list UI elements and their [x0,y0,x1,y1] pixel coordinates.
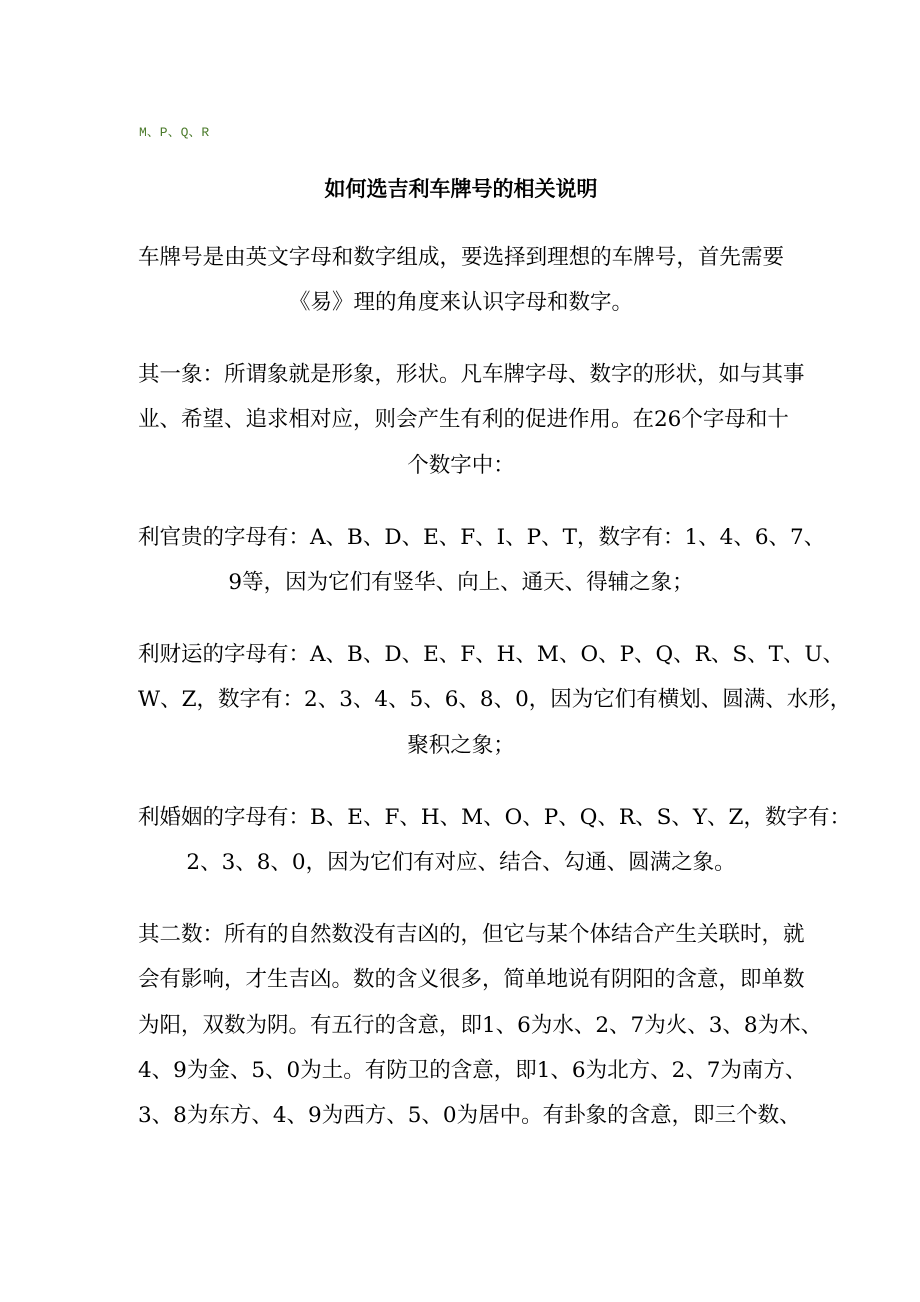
paragraph-6-line: 其二数：所有的自然数没有吉凶的，但它与某个体结合产生关联时，就 [138,922,805,947]
paragraph-3-line: 利官贵的字母有：A、B、D、E、F、I、P、T，数字有：1、4、6、7、 [138,525,826,550]
paragraph-4-line: 聚积之象； [407,733,515,758]
paragraph-4-line: 利财运的字母有：A、B、D、E、F、H、M、O、P、Q、R、S、T、U、 [138,642,845,667]
paragraph-2-line: 其一象：所谓象就是形象，形状。凡车牌字母、数字的形状，如与其事 [138,362,805,387]
paragraph-6-line: 4、9为金、5、0为土。有防卫的含意，即1、6为北方、2、7为南方、 [138,1058,807,1083]
document-title: 如何选吉利车牌号的相关说明 [324,177,598,201]
paragraph-5-line: 利婚姻的字母有：B、E、F、H、M、O、P、Q、R、S、Y、Z，数字有： [138,805,851,830]
paragraph-6-line: 会有影响，才生吉凶。数的含义很多，简单地说有阴阳的含意，即单数 [138,967,805,992]
paragraph-2-line: 个数字中： [407,453,515,478]
paragraph-5-line: 2、3、8、0，因为它们有对应、结合、勾通、圆满之象。 [186,850,736,875]
paragraph-4-line: W、Z，数字有：2、3、4、5、6、8、0，因为它们有横划、圆满、水形， [138,687,852,712]
paragraph-2-line: 业、希望、追求相对应，则会产生有利的促进作用。在26个字母和十 [138,407,789,432]
paragraph-6-line: 3、8为东方、4、9为西方、5、0为居中。有卦象的含意，即三个数、 [138,1103,801,1128]
paragraph-1-line: 车牌号是由英文字母和数字组成，要选择到理想的车牌号，首先需要 [138,245,784,270]
page-header-text: M、P、Q、R [139,125,210,140]
paragraph-1-line: 《易》理的角度来认识字母和数字。 [288,290,633,315]
paragraph-6-line: 为阳，双数为阴。有五行的含意，即1、6为水、2、7为火、3、8为木、 [138,1013,823,1038]
paragraph-3-line: 9等，因为它们有竖华、向上、通天、得辅之象； [228,570,694,595]
